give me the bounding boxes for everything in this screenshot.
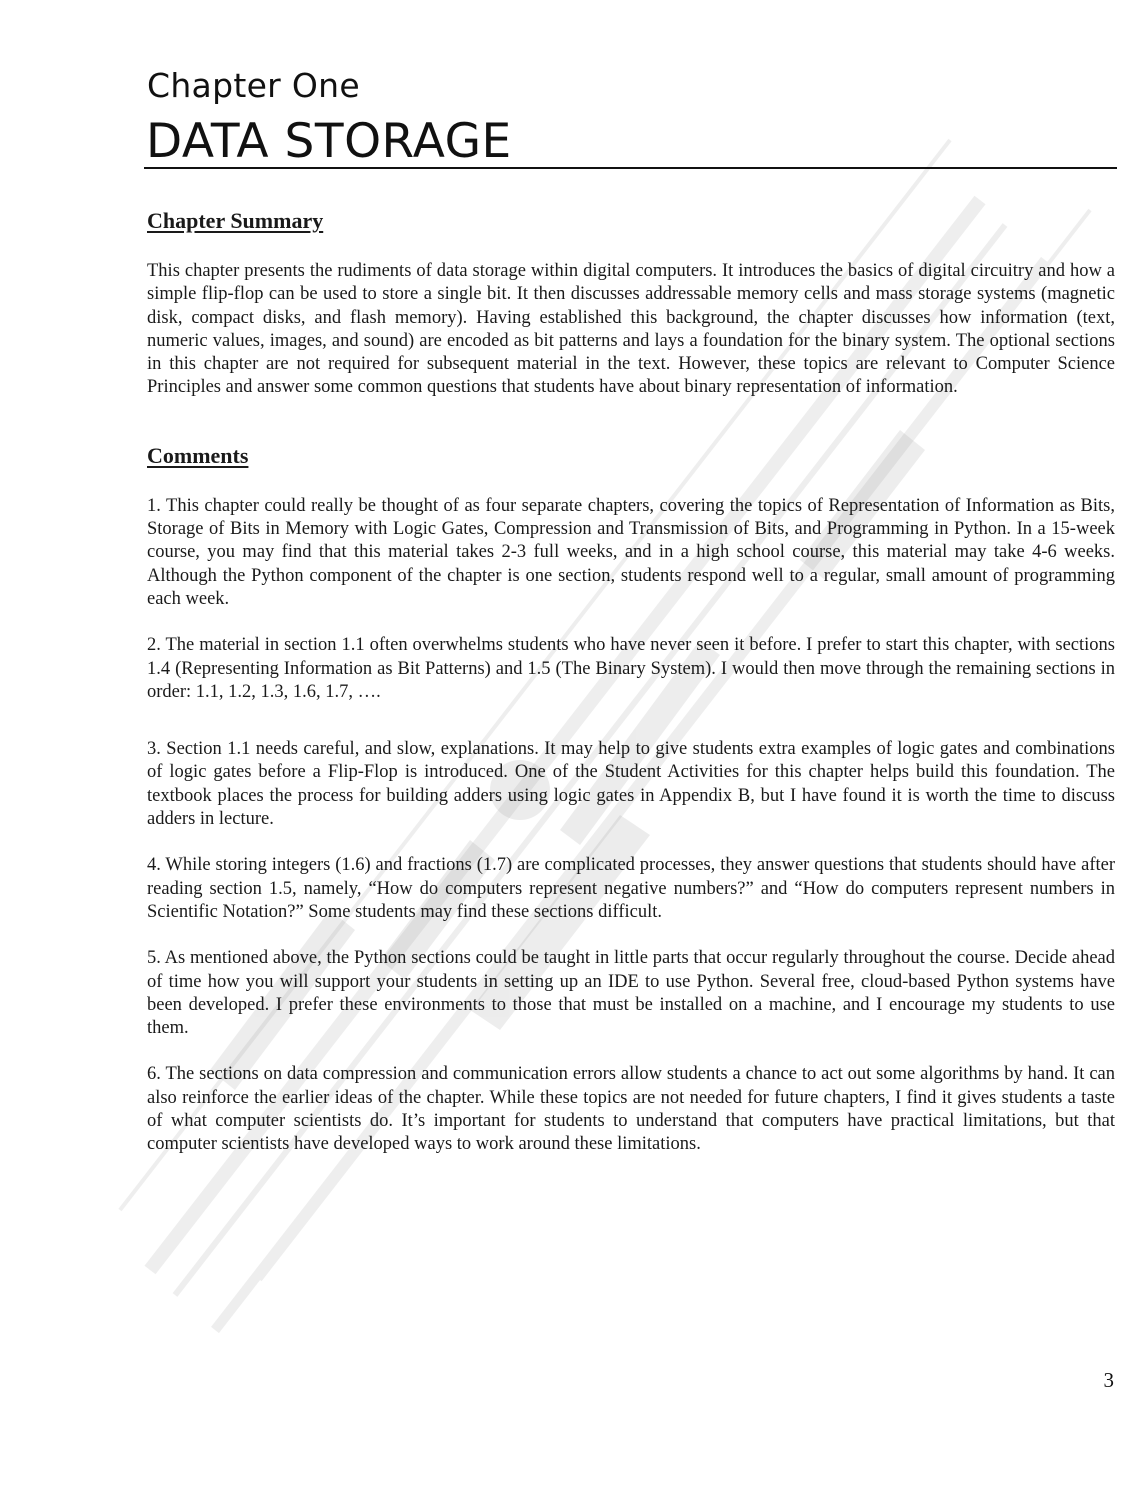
comment-item-3: 3. Section 1.1 needs careful, and slow, explanations. It may help to give students extra examples of logic gates and combinations of logic gates before a Flip-Flop is introduced. One of the Student Activities for this chapter helps build this foundation. The textbook places the process for building adders using logic gates in Appendix B, but I have found it is worth the time to discuss adders in lecture. — [147, 739, 1115, 830]
comment-item-2: 2. The material in section 1.1 often overwhelms students who have never seen it before. I prefer to start this chapter, with sections 1.4 (Representing Information as Bit Patterns) and 1.5 (The Binary System). I would then move through the remaining sections in order: 1.1, 1.2, 1.3, 1.6, 1.7, …. — [147, 635, 1115, 702]
chapter-summary-heading: Chapter Summary — [147, 208, 324, 233]
comment-item-1: 1. This chapter could really be thought of as four separate chapters, covering the topics of Representation of Information as Bits, Storage of Bits in Memory with Logic Gates, Compression and Transmission of Bits, and Programming in Python. In a 15-week course, you may find that this material takes 2-3 full weeks, and in a high school course, this material may take 4-6 weeks. Although the Python component of the chapter is one section, students respond well to a regular, small amount of programming each week. — [147, 495, 1115, 609]
chapter-summary-text: This chapter presents the rudiments of data storage within digital computers. It introduces the basics of digital circuitry and how a simple flip-flop can be used to store a single bit. It then discusses addressable memory cells and mass storage systems (magnetic disk, compact disks, and flash memory). Having established this background, the chapter discusses how information (text, numeric values, images, and sound) are encoded as bit patterns and lays a foundation for the binary system. The optional sections in this chapter are not required for subsequent material in the text. However, these topics are relevant to Computer Science Principles and answer some common questions that students have about binary representation of information. — [147, 261, 1115, 398]
page-number: 3 — [1103, 1368, 1114, 1392]
comment-item-6: 6. The sections on data compression and communication errors allow students a chance to act out some algorithms by hand. It can also reinforce the earlier ideas of the chapter. While these topics are not needed for future chapters, I find it gives students a taste of what computer scientists do. It’s important for students to understand that computers have practical limitations, but that computer scientists have developed ways to work around these limitations. — [147, 1064, 1115, 1155]
page-content — [147, 206, 1115, 1180]
comment-item-5: 5. As mentioned above, the Python sections could be taught in little parts that occur regularly throughout the course. Decide ahead of time how you will support your students in setting up an IDE to use Python. Several free, cloud-based Python systems have been developed. I prefer these environments to those that must be installed on a machine, and I encourage my students to use them. — [147, 948, 1115, 1039]
comment-item-4: 4. While storing integers (1.6) and fractions (1.7) are complicated processes, they answer questions that students should have after reading section 1.5, namely, “How do computers represent negative numbers?” and “How do computers represent numbers in Scientific Notation?” Some students may find these sections difficult. — [147, 855, 1115, 922]
comments-heading: Comments — [147, 442, 249, 468]
chapter-label: Chapter One — [147, 66, 360, 105]
title-divider — [144, 167, 1117, 169]
chapter-title: DATA STORAGE — [146, 114, 512, 169]
